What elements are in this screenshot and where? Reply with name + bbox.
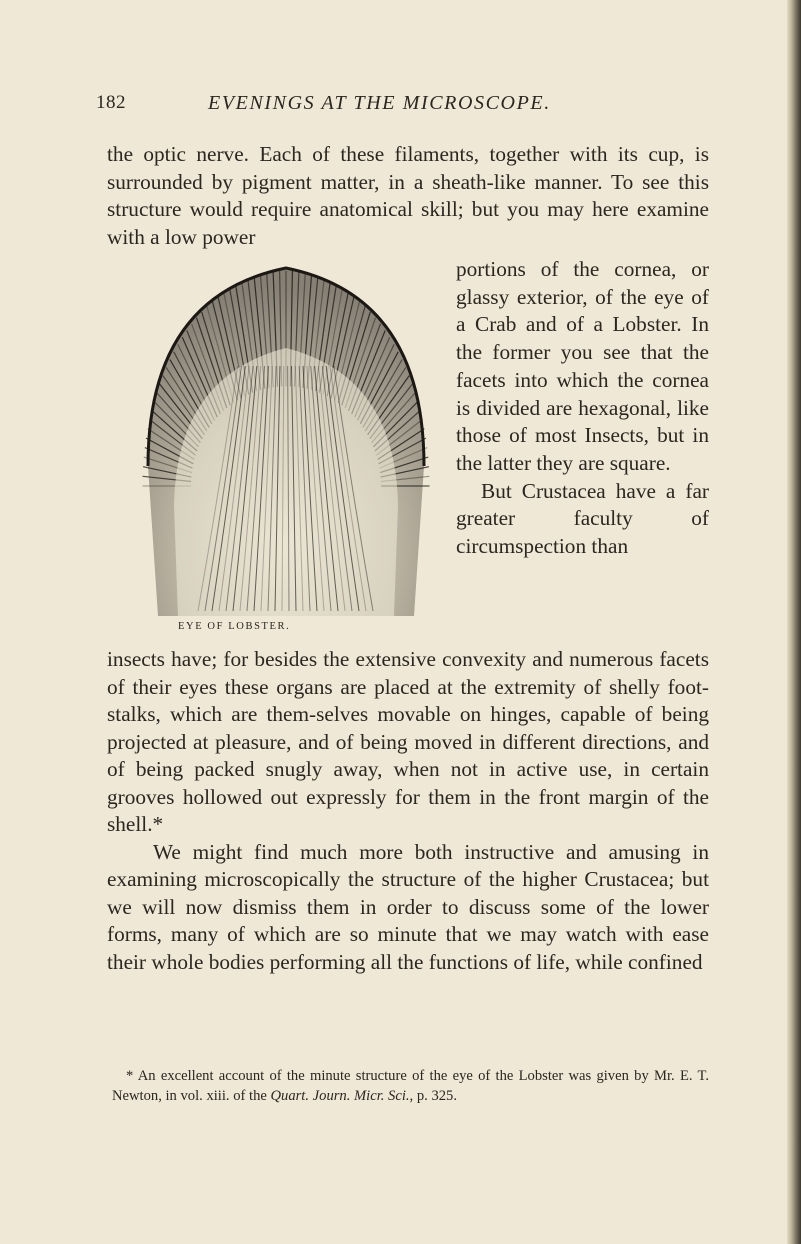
paragraph: portions of the cornea, or glassy exterior, of the eye of a Crab and of a Lobster. In the former you see that the facets into which the cornea is divided are hexagonal, like those of most Insects, but in the latter they are square. [456, 257, 709, 475]
body-text-top [107, 141, 709, 251]
lobster-eye-engraving [128, 256, 443, 626]
body-text-beside-figure [456, 256, 709, 561]
page-header [0, 92, 801, 120]
body-text-bottom [107, 646, 709, 976]
paragraph: insects have; for besides the extensive convexity and numerous facets of their eyes these organs are placed at the extremity of shelly foot-stalks, which are them-selves movable on hinges, capable of being projected at pleasure, and of being moved in different directions, and of being packed snugly away, when not in active use, in certain grooves hollowed out expressly for them in the front margin of the shell.* [107, 647, 709, 836]
paragraph: the optic nerve. Each of these filaments, together with its cup, is surrounded by pigment matter, in a sheath-like manner. To see this structure would require anatomical skill; but you may here examine with a low power [107, 142, 709, 249]
lobster-eye-illustration [128, 256, 443, 636]
footnote-text-end: , p. 325. [409, 1088, 457, 1104]
running-head: EVENINGS AT THE MICROSCOPE. [208, 92, 551, 114]
footnote [112, 1066, 709, 1106]
page-edge-shadow [787, 0, 801, 1244]
paragraph: We might find much more both instructive and amusing in examining microscopically the structure of the higher Crustacea; but we will now dismiss them in order to discuss some of the lower forms, many of which are so minute that we may watch with ease their whole bodies performing all the functions of life, while confined [107, 839, 709, 974]
footnote-journal: Quart. Journ. Micr. Sci. [270, 1088, 410, 1104]
footnote-text: An excellent account of the minute structure of the eye of the Lobster was given by Mr. E. T. Newton, in vol. xiii. of the [112, 1068, 709, 1104]
paragraph: But Crustacea have a far greater faculty of circumspection than [456, 478, 709, 559]
footnote-marker: * [126, 1068, 138, 1084]
page-number: 182 [96, 92, 126, 113]
figure-caption: EYE OF LOBSTER. [178, 621, 291, 632]
